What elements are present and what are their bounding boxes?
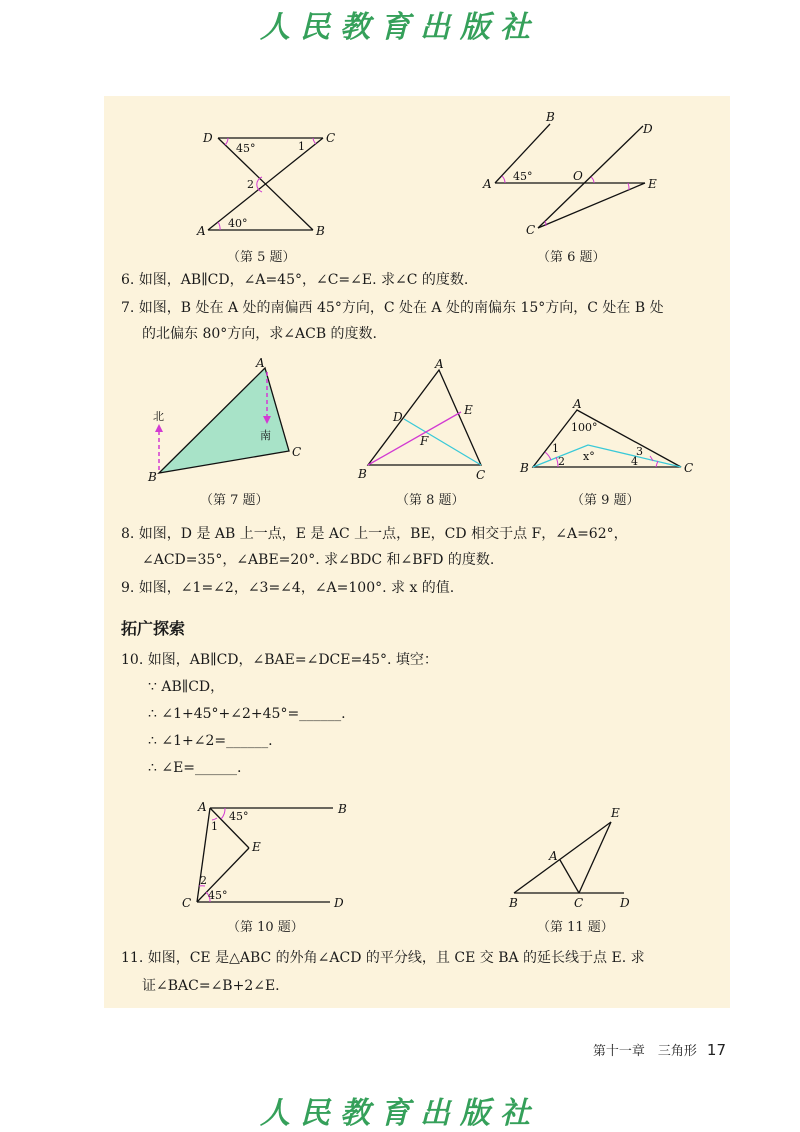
point-label: A bbox=[197, 224, 206, 238]
figure-9-caption: （第 9 题） bbox=[571, 493, 640, 508]
point-label: D bbox=[203, 131, 213, 145]
point-label: C bbox=[292, 445, 302, 459]
point-label: B bbox=[338, 802, 347, 816]
point-label: C bbox=[182, 896, 192, 910]
angle-label: 1 bbox=[552, 442, 559, 455]
angle-label: 2 bbox=[200, 874, 207, 887]
figure-10-caption: （第 10 题） bbox=[227, 920, 304, 935]
point-label: E bbox=[611, 806, 620, 820]
problem-10-step-2: ∴ ∠1+45°+∠2+45°=______. bbox=[148, 706, 346, 722]
angle-label: 100° bbox=[571, 421, 598, 434]
point-label: B bbox=[520, 461, 529, 475]
figure-5-caption: （第 5 题） bbox=[227, 250, 296, 265]
figure-11-caption: （第 11 题） bbox=[537, 920, 614, 935]
figure-5 bbox=[190, 125, 350, 240]
point-label: B bbox=[546, 110, 555, 124]
figure-6 bbox=[478, 110, 668, 240]
angle-label: 1 bbox=[211, 820, 218, 833]
point-label: F bbox=[420, 434, 429, 448]
figure-8 bbox=[355, 355, 495, 485]
point-label: A bbox=[435, 357, 444, 371]
problem-8-line-2: ∠ACD=35°，∠ABE=20°. 求∠BDC 和∠BFD 的度数. bbox=[142, 552, 495, 568]
figure-6-caption: （第 6 题） bbox=[537, 250, 606, 265]
page-footer bbox=[593, 1040, 726, 1059]
problem-10: 10. 如图，AB∥CD，∠BAE=∠DCE=45°. 填空： bbox=[121, 652, 438, 668]
problem-11-line-2: 证∠BAC=∠B+2∠E. bbox=[142, 978, 280, 994]
point-label: C bbox=[684, 461, 694, 475]
angle-label: 4 bbox=[631, 455, 638, 468]
problem-10-step-1: ∵ AB∥CD， bbox=[148, 679, 225, 695]
problem-10-step-3: ∴ ∠1+∠2=______. bbox=[148, 733, 273, 749]
angle-label: x° bbox=[583, 450, 595, 463]
north-label: 北 bbox=[153, 410, 164, 423]
angle-label: 45° bbox=[236, 142, 256, 155]
point-label: C bbox=[326, 131, 336, 145]
problem-7-line-1: 7. 如图，B 处在 A 处的南偏西 45°方向，C 处在 A 处的南偏东 15°方向，C 处在 B 处 bbox=[121, 300, 664, 316]
point-label: D bbox=[393, 410, 403, 424]
angle-label: 2 bbox=[247, 178, 254, 191]
figure-9 bbox=[515, 395, 700, 480]
figure-7-caption: （第 7 题） bbox=[200, 493, 269, 508]
point-label: E bbox=[464, 403, 473, 417]
point-label: D bbox=[643, 122, 653, 136]
angle-label: 45° bbox=[229, 810, 249, 823]
problem-9: 9. 如图，∠1=∠2，∠3=∠4，∠A=100°. 求 x 的值. bbox=[121, 580, 455, 596]
point-label: A bbox=[483, 177, 492, 191]
angle-label: 1 bbox=[298, 140, 305, 153]
point-label: E bbox=[252, 840, 261, 854]
point-label: C bbox=[526, 223, 536, 237]
angle-label: 3 bbox=[636, 445, 643, 458]
angle-label: 2 bbox=[558, 455, 565, 468]
point-label: D bbox=[620, 896, 630, 910]
point-label: A bbox=[573, 397, 582, 411]
point-label: C bbox=[476, 468, 486, 482]
point-label: B bbox=[509, 896, 518, 910]
point-label: A bbox=[549, 849, 558, 863]
point-label: B bbox=[148, 470, 157, 484]
angle-label: 45° bbox=[208, 889, 228, 902]
publisher-logo-bottom: 人民教育出版社 bbox=[260, 1096, 540, 1131]
problem-10-step-4: ∴ ∠E=______. bbox=[148, 760, 242, 776]
south-label: 南 bbox=[260, 429, 271, 442]
figure-7 bbox=[140, 352, 310, 487]
problem-6: 6. 如图，AB∥CD，∠A=45°，∠C=∠E. 求∠C 的度数. bbox=[121, 272, 469, 288]
angle-label: 45° bbox=[513, 170, 533, 183]
angle-label: 40° bbox=[228, 217, 248, 230]
problem-7-line-2: 的北偏东 80°方向，求∠ACB 的度数. bbox=[142, 326, 378, 342]
problem-11-line-1: 11. 如图，CE 是△ABC 的外角∠ACD 的平分线，且 CE 交 BA 的延长线于点 E. 求 bbox=[121, 950, 645, 966]
point-label: B bbox=[316, 224, 325, 238]
chapter-label: 第十一章 三角形 bbox=[592, 1044, 697, 1059]
figure-8-caption: （第 8 题） bbox=[396, 493, 465, 508]
point-label: E bbox=[648, 177, 657, 191]
point-label: O bbox=[573, 169, 583, 183]
point-label: C bbox=[574, 896, 584, 910]
point-label: D bbox=[334, 896, 344, 910]
figure-10 bbox=[176, 796, 356, 911]
point-label: B bbox=[358, 467, 367, 481]
section-title: 拓广探索 bbox=[121, 619, 186, 638]
page-number: 17 bbox=[706, 1041, 726, 1059]
point-label: A bbox=[256, 356, 265, 370]
publisher-logo-top: 人民教育出版社 bbox=[260, 10, 540, 45]
problem-8-line-1: 8. 如图，D 是 AB 上一点，E 是 AC 上一点，BE，CD 相交于点 F，∠A=62°， bbox=[121, 526, 628, 542]
point-label: A bbox=[198, 800, 207, 814]
figure-11 bbox=[500, 800, 645, 910]
